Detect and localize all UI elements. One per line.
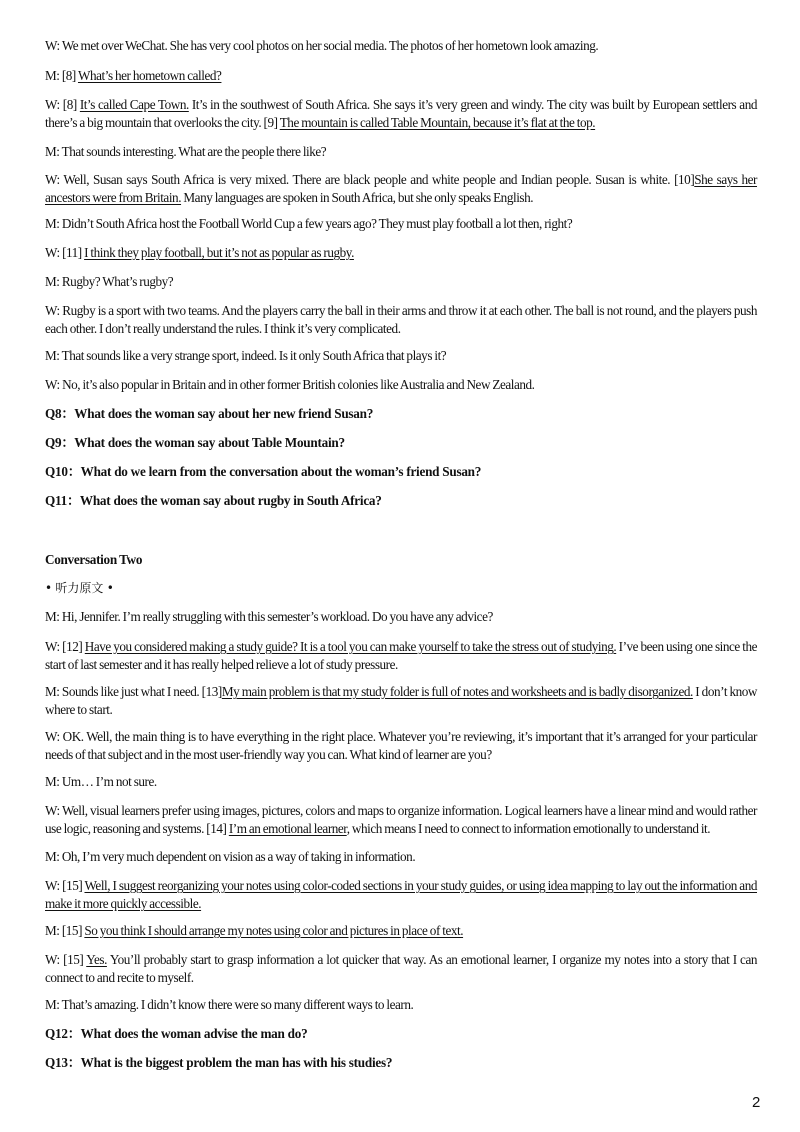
answer-underline: What’s her hometown called? — [77, 68, 222, 83]
page-number: 2 — [752, 1094, 761, 1111]
transcript-line: M: Um… I’m not sure. — [45, 774, 157, 789]
question-q8: Q8：What does the woman say about her new friend Susan? — [45, 406, 374, 421]
transcript-line: M: Didn’t South Africa host the Football World Cup a few years ago? They must play football a lot then, right? — [45, 216, 573, 231]
transcript-line: W: [8] It’s called Cape Town. It’s in the southwest of South Africa. She says it’s very green and windy. The city was built by European settlers and there’s a big mountain that overlooks the city. [9] The mountain is called Table Mountain, because it’s flat at the top. — [45, 97, 757, 131]
transcript-line: M: That sounds like a very strange sport, indeed. Is it only South Africa that plays it? — [45, 348, 447, 363]
transcript-line: M: [15] So you think I should arrange my notes using color and pictures in place of text. — [45, 923, 464, 938]
answer-underline: It’s called Cape Town. — [79, 97, 189, 112]
answer-underline: I think they play football, but it’s not as popular as rugby. — [84, 245, 354, 260]
answer-underline: Have you considered making a study guide? It is a tool you can make yourself to take the stress out of studying. — [84, 639, 617, 654]
question-q11: Q11：What does the woman say about rugby in South Africa? — [45, 493, 382, 508]
question-q9: Q9：What does the woman say about Table Mountain? — [45, 435, 345, 450]
transcript-line: W: [15] Well, I suggest reorganizing your notes using color-coded sections in your study guides, or using idea mapping to lay out the information and make it more quickly accessible. — [45, 878, 757, 912]
transcript-line: M: That sounds interesting. What are the people there like? — [45, 144, 327, 159]
transcript-line: W: We met over WeChat. She has very cool photos on her social media. The photos of her hometown look amazing. — [45, 38, 599, 53]
answer-underline: Yes. — [86, 952, 107, 967]
transcript-line: W: OK. Well, the main thing is to have everything in the right place. Whatever you’re reviewing, it’s important that it’s arranged for your particular needs of that subject and in the most user-friendly way you can. What kind of learner are you? — [45, 729, 757, 763]
transcript-line: W: Well, visual learners prefer using images, pictures, colors and maps to organize information. Logical learners have a linear mind and would rather use logic, reasoning and systems. [14] I’m an emotional learner, which means I need to connect to information emotionally to understand it. — [45, 803, 757, 837]
transcript-line: W: Well, Susan says South Africa is very mixed. There are black people and white people and Indian people. Susan is white. [10]She says her ancestors were from Britain. Many languages are spoken in South Africa, but she only speaks English. — [45, 172, 758, 206]
answer-underline: The mountain is called Table Mountain, because it’s flat at the top. — [279, 115, 596, 131]
transcript-line: M: Rugby? What’s rugby? — [45, 274, 174, 289]
question-q12: Q12：What does the woman advise the man do? — [45, 1026, 308, 1041]
transcript-line: M: Oh, I’m very much dependent on vision as a way of taking in information. — [45, 849, 416, 864]
transcript-line: W: [12] Have you considered making a study guide? It is a tool you can make yourself to take the stress out of studying. I’ve been using one since the start of last semester and it has really helped relieve a lot of study pressure. — [45, 639, 757, 673]
answer-underline: She says her ancestors were from Britain. — [45, 172, 758, 206]
transcript-line: M: That’s amazing. I didn’t know there were so many different ways to learn. — [45, 997, 414, 1012]
transcript-line: M: [8] What’s her hometown called? — [45, 68, 222, 83]
transcript-line: W: No, it’s also popular in Britain and in other former British colonies like Australia and New Zealand. — [45, 377, 535, 392]
transcript-line: W: Rugby is a sport with two teams. And the players carry the ball in their arms and throw it at each other. The ball is not round, and the players push each other. I don’t really understand the rules. I think it’s very complicated. — [45, 303, 757, 337]
answer-underline: I’m an emotional learner — [228, 821, 347, 837]
transcript-line: M: Sounds like just what I need. [13]My main problem is that my study folder is full of notes and worksheets and is badly disorganized. I don’t know where to start. — [45, 684, 757, 718]
transcript-line: M: Hi, Jennifer. I’m really struggling with this semester’s workload. Do you have any advice? — [45, 609, 493, 624]
transcript-line: W: [11] I think they play football, but it’s not as popular as rugby. — [45, 245, 354, 260]
section-heading: Conversation Two — [45, 552, 143, 567]
question-q13: Q13：What is the biggest problem the man has with his studies? — [45, 1055, 393, 1070]
answer-underline: My main problem is that my study folder is full of notes and worksheets and is badly disorganized. — [221, 684, 693, 699]
transcript-line: W: [15] Yes. You’ll probably start to grasp information a lot quicker that way. As an emotional learner, I organize my notes into a story that I can connect to and recite to myself. — [45, 952, 757, 986]
question-q10: Q10：What do we learn from the conversation about the woman’s friend Susan? — [45, 464, 482, 479]
transcript-label: • 听力原文 • — [45, 581, 114, 595]
answer-underline: So you think I should arrange my notes using color and pictures in place of text. — [84, 923, 464, 938]
answer-underline: Well, I suggest reorganizing your notes using color-coded sections in your study guides, or using idea mapping to lay out the information and make it more quickly accessible. — [45, 878, 757, 912]
